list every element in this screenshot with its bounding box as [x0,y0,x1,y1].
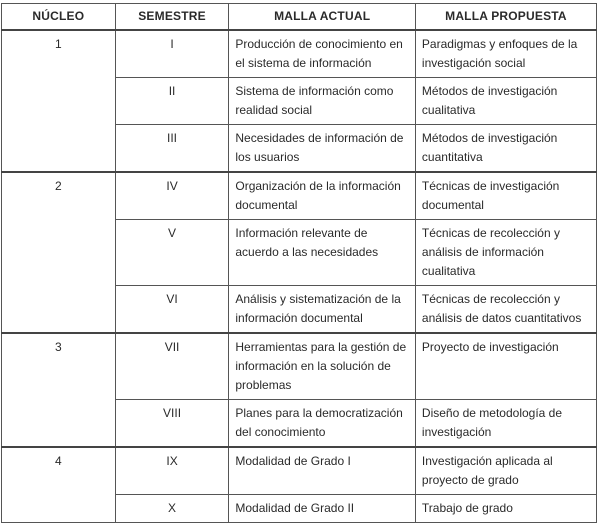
semestre-cell: VI [115,286,229,334]
header-malla-propuesta: MALLA PROPUESTA [415,4,596,31]
nucleo-cell: 2 [2,172,116,333]
malla-actual-cell: Organización de la información documental [229,172,416,220]
table-row [2,172,597,220]
header-row [2,4,597,31]
semestre-cell: IX [115,447,229,495]
table-header [2,4,597,31]
malla-propuesta-cell: Técnicas de recolección y análisis de información cualitativa [415,220,596,286]
semestre-cell: I [115,30,229,78]
malla-actual-cell: Necesidades de información de los usuarios [229,125,416,173]
header-nucleo: NÚCLEO [2,4,116,31]
malla-propuesta-cell: Investigación aplicada al proyecto de grado [415,447,596,495]
malla-propuesta-cell: Métodos de investigación cuantitativa [415,125,596,173]
malla-propuesta-cell: Técnicas de recolección y análisis de datos cuantitativos [415,286,596,334]
malla-actual-cell: Sistema de información como realidad social [229,78,416,125]
semestre-cell: X [115,495,229,523]
header-malla-actual: MALLA ACTUAL [229,4,416,31]
semestre-cell: II [115,78,229,125]
semestre-cell: VII [115,333,229,400]
malla-propuesta-cell: Diseño de metodología de investigación [415,400,596,448]
malla-actual-cell: Producción de conocimiento en el sistema de información [229,30,416,78]
nucleo-cell: 3 [2,333,116,447]
table-row [2,447,597,495]
malla-actual-cell: Modalidad de Grado I [229,447,416,495]
table-row [2,333,597,400]
curriculum-table [1,3,597,523]
malla-actual-cell: Análisis y sistematización de la información documental [229,286,416,334]
semestre-cell: V [115,220,229,286]
table-body [2,30,597,523]
malla-actual-cell: Planes para la democratización del conocimiento [229,400,416,448]
nucleo-cell: 4 [2,447,116,523]
malla-actual-cell: Modalidad de Grado II [229,495,416,523]
malla-actual-cell: Información relevante de acuerdo a las necesidades [229,220,416,286]
semestre-cell: VIII [115,400,229,448]
malla-propuesta-cell: Proyecto de investigación [415,333,596,400]
nucleo-cell: 1 [2,30,116,172]
semestre-cell: III [115,125,229,173]
semestre-cell: IV [115,172,229,220]
malla-propuesta-cell: Métodos de investigación cualitativa [415,78,596,125]
malla-propuesta-cell: Trabajo de grado [415,495,596,523]
malla-propuesta-cell: Técnicas de investigación documental [415,172,596,220]
header-semestre: SEMESTRE [115,4,229,31]
malla-actual-cell: Herramientas para la gestión de información en la solución de problemas [229,333,416,400]
malla-propuesta-cell: Paradigmas y enfoques de la investigación social [415,30,596,78]
table-row [2,30,597,78]
